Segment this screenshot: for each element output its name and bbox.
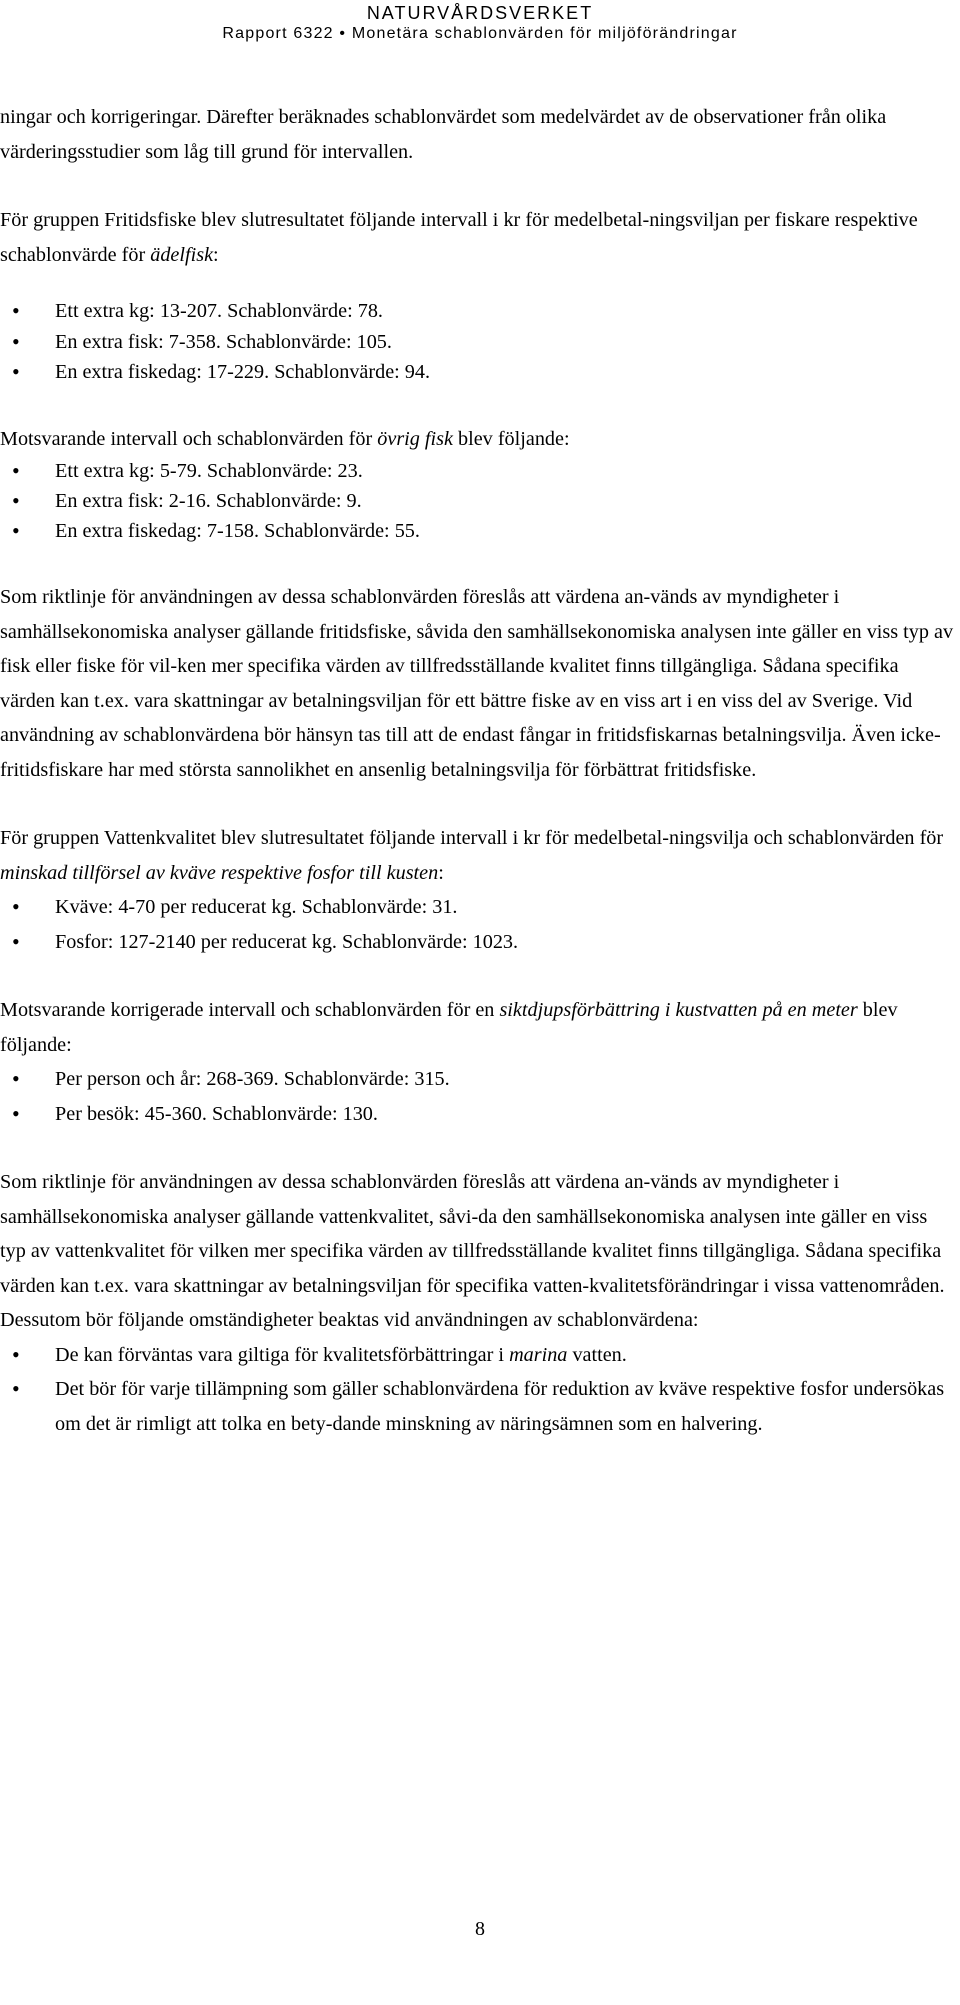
- list-item: • Fosfor: 127-2140 per reducerat kg. Schablonvärde: 1023.: [0, 925, 955, 960]
- paragraph-6-emphasis: siktdjupsförbättring i kustvatten på en meter: [499, 999, 858, 1021]
- paragraph-7: Som riktlinje för användningen av dessa schablonvärden föreslås att värdena an-vänds av myndigheter i samhällsekonomiska analyser gällande vattenkvalitet, såvi-da den samhällsekonomiska analysen inte gäller en viss typ av vattenkvalitet för vilken mer specifika värden av tillfredsställande kvalitet finns tillgängliga. Sådana specifika värden kan t.ex. vara skattningar av betalningsviljan för specifika vatten-kvalitetsförändringar i vissa vattenområden. Dessutom bör följande omständigheter beaktas vid användningen av schablonvärdena:: [0, 1171, 945, 1331]
- paragraph-6: [0, 993, 955, 1062]
- list-item: • En extra fisk: 7-358. Schablonvärde: 105.: [0, 327, 955, 358]
- list-vattenkvalitet: [0, 890, 955, 959]
- list-item: • Per person och år: 268-369. Schablonvärde: 315.: [0, 1062, 955, 1097]
- paragraph-2: [0, 203, 955, 272]
- paragraph-2-emphasis: ädelfisk: [150, 243, 214, 266]
- paragraph-6-tail: blev följande:: [0, 999, 898, 1056]
- paragraph-5-tail: :: [438, 861, 444, 884]
- paragraph-5-text: För gruppen Vattenkvalitet blev slutresultatet följande intervall i kr för medelbetal-ningsvilja och schablonvärden för: [0, 827, 944, 849]
- list-item: • Det bör för varje tillämpning som gäller schablonvärdena för reduktion av kväve respektive fosfor undersökas om det är rimligt att tolka en bety-dande minskning av näringsämnen som en halvering.: [0, 1372, 955, 1441]
- paragraph-3-emphasis: övrig fisk: [377, 427, 453, 450]
- paragraph-5-emphasis: minskad tillförsel av kväve respektive fosfor till kusten: [0, 861, 439, 884]
- list-omstandigheter: [0, 1338, 955, 1442]
- paragraph-2-text: För gruppen Fritidsfiske blev slutresultatet följande intervall i kr för medelbetal-ningsviljan per fiskare respektive schablonvärde för: [0, 209, 918, 266]
- paragraph-5: [0, 821, 955, 890]
- list-item: • En extra fisk: 2-16. Schablonvärde: 9.: [0, 486, 955, 516]
- list-item: • Ett extra kg: 13-207. Schablonvärde: 78.: [0, 296, 955, 327]
- list-item-emphasis: marina: [509, 1343, 568, 1366]
- list-item-text: De kan förväntas vara giltiga för kvalitetsförbättringar i: [55, 1343, 510, 1366]
- paragraph-1: ningar och korrigeringar. Därefter beräknades schablonvärdet som medelvärdet av de observationer från olika värderingsstudier som låg till grund för intervallen.: [0, 106, 887, 163]
- list-siktdjup: [0, 1062, 955, 1131]
- paragraph-3-text: Motsvarande intervall och schablonvärden för: [0, 427, 378, 450]
- page-header: [0, 0, 960, 44]
- paragraph-2-tail: :: [213, 243, 219, 266]
- body-content: [0, 100, 955, 1441]
- paragraph-3-tail: blev följande:: [452, 427, 570, 450]
- paragraph-4: Som riktlinje för användningen av dessa schablonvärden föreslås att värdena an-vänds av myndigheter i samhällsekonomiska analyser gällande fritidsfiske, såvida den samhällsekonomiska analysen inte gäller en viss typ av fisk eller fiske för vil-ken mer specifika värden av tillfredsställande kvalitet finns tillgängliga. Sådana specifika värden kan t.ex. vara skattningar av betalningsviljan för ett bättre fiske av en viss art i en viss del av Sverige. Vid användning av schablonvärdena bör hänsyn tas till att de endast fångar in fritidsfiskarnas betalningsvilja. Även icke-fritidsfiskare har med största sannolikhet en ansenlig betalningsvilja för förbättrat fritidsfiske.: [0, 586, 954, 781]
- list-item: • En extra fiskedag: 17-229. Schablonvärde: 94.: [0, 357, 955, 388]
- list-item: • Per besök: 45-360. Schablonvärde: 130.: [0, 1097, 955, 1132]
- header-report-title: Rapport 6322 • Monetära schablonvärden för miljöförändringar: [222, 25, 738, 42]
- paragraph-6-text: Motsvarande korrigerade intervall och schablonvärden för en: [0, 999, 500, 1021]
- list-item-tail: vatten.: [567, 1343, 627, 1366]
- list-item: • Kväve: 4-70 per reducerat kg. Schablonvärde: 31.: [0, 890, 955, 925]
- paragraph-3: [0, 422, 955, 457]
- list-adelfisk: [0, 296, 955, 388]
- header-organization: NATURVÅRDSVERKET: [366, 3, 594, 23]
- list-item: • Ett extra kg: 5-79. Schablonvärde: 23.: [0, 456, 955, 486]
- list-ovrig-fisk: [0, 456, 955, 546]
- page-number: 8: [475, 1918, 485, 1940]
- list-item: • En extra fiskedag: 7-158. Schablonvärde: 55.: [0, 516, 955, 546]
- list-item: [0, 1338, 955, 1373]
